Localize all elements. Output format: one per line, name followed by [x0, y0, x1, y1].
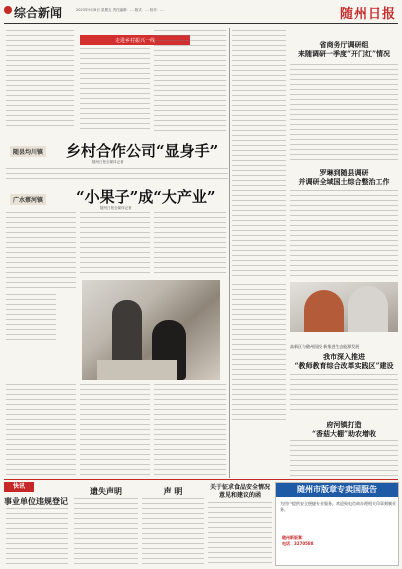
story-headline: 省商务厅调研组 来随调研一季度“开门红”情况	[297, 40, 391, 58]
article-text-block	[232, 284, 286, 424]
photo-figure	[304, 290, 344, 332]
notice-title: 声 明	[163, 486, 183, 496]
notice-text	[74, 498, 138, 564]
article-text-block	[80, 48, 150, 132]
ad-title: 随州市版章专卖国服告	[276, 483, 398, 497]
brief-tag: 快讯	[4, 482, 34, 492]
advertisement	[275, 482, 399, 566]
paper-logo: 随州日报	[339, 7, 396, 22]
story-photo	[290, 282, 398, 332]
feature-kicker: 随县均川镇	[10, 146, 46, 157]
article-text-block	[6, 168, 228, 182]
banner-label: 走进乡村振兴一线	[80, 35, 190, 45]
photo-figure	[348, 286, 388, 332]
ad-contact-line: 随州新版章：	[282, 535, 306, 540]
feature-byline: 随州日报全媒体记者	[100, 206, 132, 210]
article-text-block	[290, 374, 398, 412]
feature-byline: 随州日报全媒体记者	[92, 160, 124, 164]
article-text-block	[290, 440, 398, 478]
article-text-block	[154, 384, 226, 478]
section-marker-icon	[4, 6, 12, 14]
feature-headline: 乡村合作公司“显身手”	[66, 142, 219, 160]
issue-meta: 2023年9月8日 星期五 责任编辑：… 版式：… 校对：…	[76, 8, 164, 12]
photo-object	[97, 360, 177, 380]
article-text-block	[290, 64, 398, 160]
section-title: 综合新闻	[14, 6, 63, 20]
notice-text	[142, 498, 204, 564]
masthead	[4, 4, 398, 24]
article-text-block	[154, 30, 226, 132]
notice-text	[6, 508, 68, 564]
article-text-block	[232, 30, 286, 280]
feature-kicker: 广水蔡河镇	[10, 194, 46, 205]
photo-caption	[6, 294, 56, 344]
notice-text	[208, 502, 272, 564]
story-headline: 我市深入推进 “教师教育综合改革实践区”建设	[294, 352, 394, 370]
notice-title: 遗失声明	[90, 486, 122, 496]
feature-photo	[82, 280, 220, 380]
ad-body: 为用户提供安全便捷专业服务，欢迎致电咨询办理相关印章刻制业务。	[280, 501, 396, 512]
article-text-block	[290, 190, 398, 280]
article-text-block	[154, 212, 226, 276]
story-headline: 府河镇打造 “香菇大棚”助农增收	[311, 420, 377, 438]
section-rule	[4, 479, 398, 480]
ad-contact	[282, 535, 313, 547]
ad-contact-line: 电话：3270588	[282, 541, 314, 546]
notice-title: 事业单位违规登记	[4, 496, 68, 506]
article-text-block	[80, 384, 150, 478]
column-divider	[229, 28, 230, 478]
article-text-block	[80, 212, 150, 276]
article-text-block	[6, 384, 76, 478]
article-text-block	[6, 212, 76, 290]
story-kicker: 高新区与随州国投 新推进生态能源发展	[290, 344, 360, 349]
article-text-block	[6, 30, 74, 130]
feature-headline: “小果子”成“大产业”	[76, 188, 216, 206]
story-headline: 罗琳到随县调研 并调研全域国土综合整治工作	[298, 168, 390, 186]
notice-title: 关于征求食品安全情况 意见和建议的函	[209, 484, 270, 499]
